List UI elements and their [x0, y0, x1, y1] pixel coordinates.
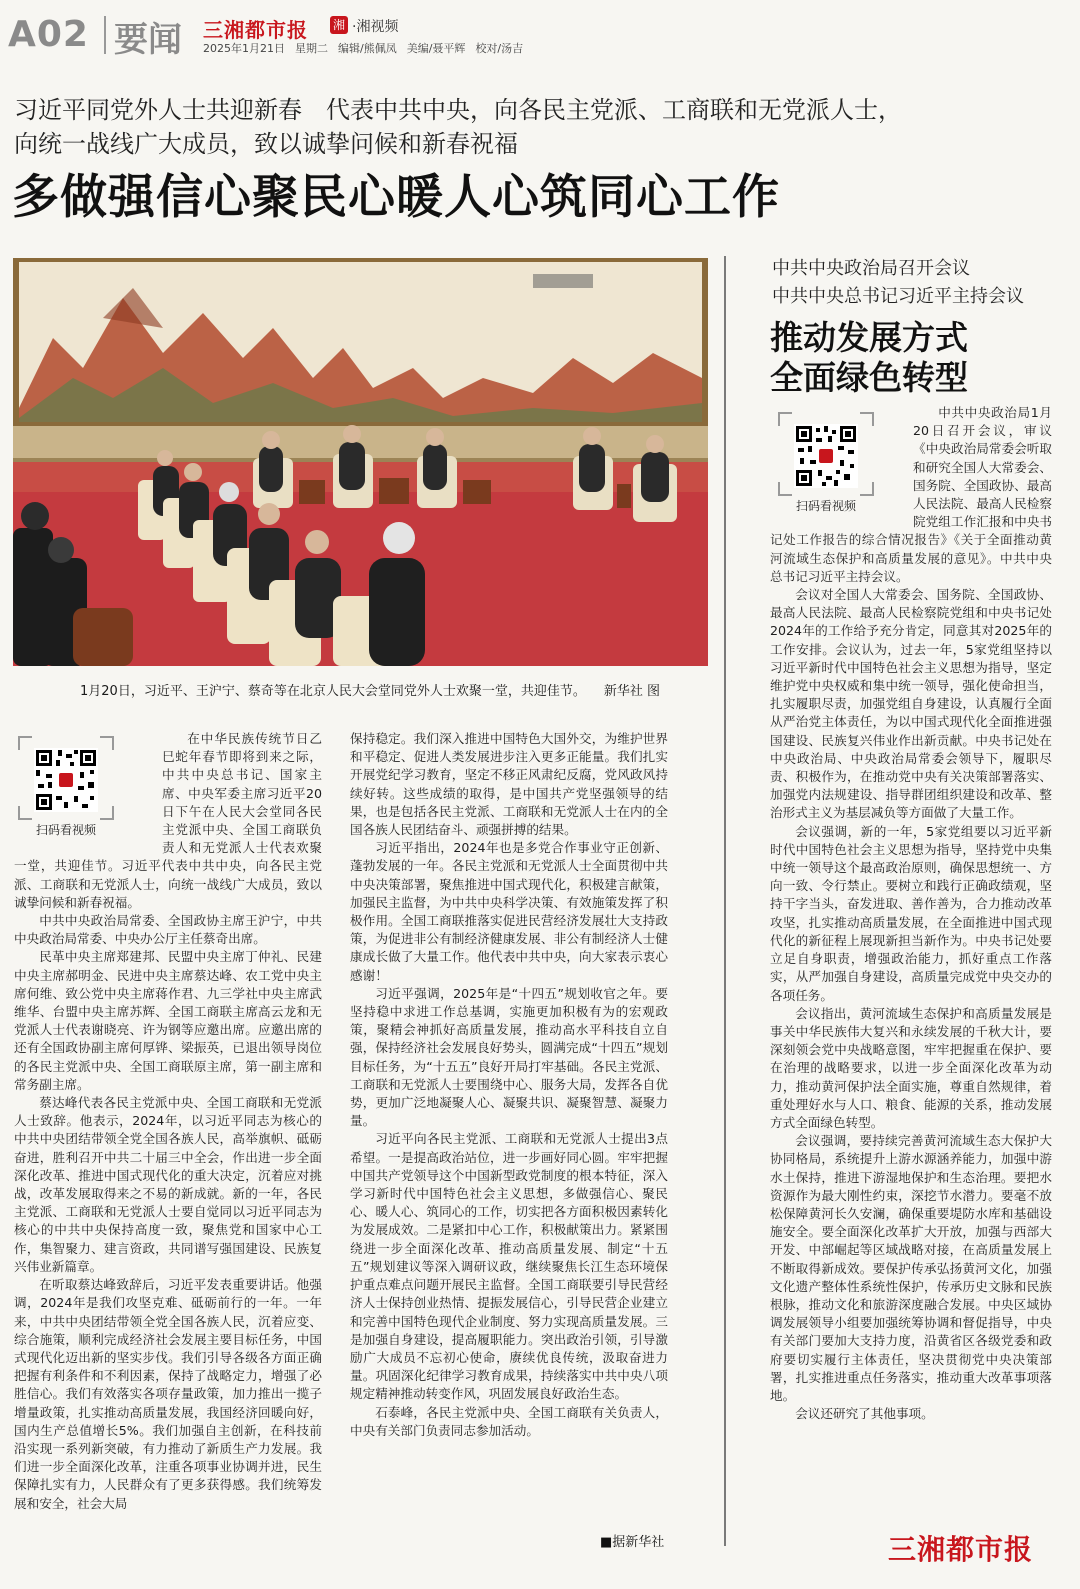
issue-editor: 编辑/熊佩凤 [338, 42, 397, 55]
masthead-divider [104, 16, 106, 54]
paper-logo: 三湘都市报 [203, 18, 308, 42]
side-headline-line2: 全面绿色转型 [770, 358, 968, 397]
column-divider [724, 256, 726, 1546]
qr-label: 扫码看视频 [795, 499, 856, 513]
side-headline-line1: 推动发展方式 [770, 318, 968, 357]
body-paragraph: 习近平向各民主党派、工商联和无党派人士提出3点希望。一是提高政治站位，进一步画好同心圆。牢牢把握中国共产党领导这个中国新型政党制度的根本特征，深入学习新时代中国特色社会主义思想，多做强信心、聚民心、暖人心、筑同心的工作，切实把各方面积极因素转化为发展成效。二是紧扣中心工作，积极献策出力。紧紧围绕进一步全面深化改革、推动高质量发展、制定“十五五”规划建议等深入调研议政，继续聚焦长江生态环境保护重点难点问题开展民主监督。全国工商联要引导民营经济人士保持创业热情、提振发展信心，引导民营企业建立和完善中国特色现代企业制度、努力实现高质量发展。三是加强自身建设，提高履职能力。突出政治引领，引导激励广大成员不忘初心使命，赓续优良传统，汲取奋进力量。巩固深化纪律学习教育成果，持续落实中共中央八项规定精神推动转变作风，巩固发展良好政治生态。 [350, 1131, 668, 1402]
qr-wrap-space [14, 730, 162, 856]
video-label: ·湘视频 [352, 19, 399, 35]
body-paragraph: 会议还研究了其他事项。 [795, 1406, 934, 1422]
footer-logo: 三湘都市报 [888, 1533, 1034, 1566]
issue-proof: 校对/汤吉 [475, 42, 524, 55]
lead-kicker-line2: 向统一战线广大成员，致以诚挚问候和新春祝福 [14, 130, 518, 158]
lead-photo [13, 258, 708, 666]
photo-credit: 新华社 图 [603, 684, 660, 699]
body-paragraph: 在中华民族传统节日乙巳蛇年春节即将到来之际，中共中央总书记、国家主席、中央军委主席习近平20日下午在人民大会堂同各民主党派中央、全国工商联负责人和无党派人士代表欢聚一堂，共迎佳节。习近平代表中共中央，向各民主党派、工商联和无党派人士，向统一战线广大成员，致以诚挚问候和新春祝福。 [14, 731, 322, 910]
lead-body-column1 [14, 730, 322, 1513]
photo-caption [80, 680, 660, 699]
lead-body-column2 [350, 730, 668, 1440]
body-paragraph: 在听取蔡达峰致辞后，习近平发表重要讲话。他强调，2024年是我们攻坚克难、砥砺前行的一年。一年来，中共中央团结带领全党全国各族人民，沉着应变、综合施策，顺利完成经济社会发展主要目标任务，中国式现代化迈出新的坚实步伐。我们引导各级各方面正确把握有利条件和不利因素，保持了战略定力，增强了必胜信心。我们有效落实各项存量政策，加力推出一揽子增量政策，扎实推动高质量发展，我国经济回暖向好，国内生产总值增长5%。我们加强自主创新，在科技前沿实现一系列新突破，有力推动了新质生产力发展。我们进一步全面深化改革，注重各项事业协调并进，民生保障扎实有力，人民群众有了更多获得感。我们统筹发展和安全，社会大局 [14, 1277, 322, 1511]
body-paragraph: 蔡达峰代表各民主党派中央、全国工商联和无党派人士致辞。他表示，2024年，以习近平同志为核心的中共中央团结带领全党全国各族人民，高举旗帜、砥砺奋进，胜利召开中共二十届三中全会，作出进一步全面深化改革、推进中国式现代化的重大决定，沉着应对挑战，改革发展取得来之不易的新成就。新的一年，各民主党派、工商联和无党派人士要自觉同以习近平同志为核心的中共中央保持高度一致，聚焦党和国家中心工作，集智聚力、建言资政，共同谱写强国建设、民族复兴伟业新篇章。 [14, 1095, 322, 1274]
body-paragraph: 会议指出，黄河流域生态保护和高质量发展是事关中华民族伟大复兴和永续发展的千秋大计，要深刻领会党中央战略意图，牢牢把握重在保护、要在治理的战略要求，以进一步全面深化改革为动力，推动黄河保护法全面实施，尊重自然规律，着重处理好水与人口、粮食、能源的关系，推动发展方式全面绿色转型。 [770, 1005, 1052, 1130]
issue-weekday: 星期二 [295, 42, 328, 55]
page-number: A02 [8, 14, 89, 55]
lead-byline: ■据新华社 [600, 1535, 665, 1550]
body-paragraph: 习近平指出，2024年也是多党合作事业守正创新、蓬勃发展的一年。各民主党派和无党派人士全面贯彻中共中央决策部署，聚焦推进中国式现代化，积极建言献策，加强民主监督，为中共中央科学决策、有效施策发挥了积极作用。全国工商联推落实促进民营经济发展壮大支持政策，为促进非公有制经济健康发展、非公有制经济人士健康成长做了大量工作。他代表中共中央，向大家表示衷心感谢！ [350, 840, 668, 983]
lead-kicker-line1: 习近平同党外人士共迎新春 代表中共中央，向各民主党派、工商联和无党派人士， [14, 96, 902, 124]
body-paragraph: 保持稳定。我们深入推进中国特色大国外交，为维护世界和平稳定、促进人类发展进步注入更多正能量。我们扎实开展党纪学习教育，坚定不移正风肃纪反腐，党风政风持续好转。这些成绩的取得，是中国共产党坚强领导的结果，也是包括各民主党派、工商联和无党派人士在内的全国各族人民团结奋斗、顽强拼搏的结果。 [350, 731, 668, 838]
qr-label: 扫码看视频 [35, 823, 96, 837]
body-paragraph: 中共中央政治局常委、全国政协主席王沪宁，中共中央政治局常委、中央办公厅主任蔡奇出席。 [14, 913, 322, 947]
caption-text: 1月20日，习近平、王沪宁、蔡奇等在北京人民大会堂同党外人士欢聚一堂，共迎佳节。 [80, 684, 586, 699]
body-paragraph: 石泰峰，各民主党派中央、全国工商联有关负责人，中央有关部门负责同志参加活动。 [350, 1404, 668, 1438]
video-badge-icon: 湘 [330, 16, 348, 34]
body-paragraph: 会议对全国人大常委会、国务院、全国政协、最高人民法院、最高人民检察院党组和中央书记处2024年的工作给予充分肯定，同意其对2025年的工作安排。会议认为，过去一年，5家党组坚持以习近平新时代中国特色社会主义思想为指导，坚定维护党中央权威和集中统一领导，强化使命担当，扎实履职尽责，加强党组自身建设，认真履行全面从严治党主体责任，为以中国式现代化全面推进强国建设、民族复兴伟业作出新贡献。中央书记处在中央政治局、中央政治局常委会领导下，履职尽责、积极作为，在推动党中央有关决策部署落实、加强党内法规建设、指导群团组织建设和改革、整治形式主义为基层减负等方面做了大量工作。 [770, 587, 1052, 821]
body-paragraph: 中共中央政治局1月20日召开会议，审议《中央政治局常委会听取和研究全国人大常委会、国务院、全国政协、最高人民法院、最高人民检察院党组工作汇报和中央书记处工作报告的综合情况报告》《关于全面推动黄河流域生态保护和高质量发展的意见》。中共中央总书记习近平主持会议。 [770, 405, 1052, 584]
body-paragraph: 习近平强调，2025年是“十四五”规划收官之年。要坚持稳中求进工作总基调，实施更加积极有为的宏观政策，聚精会神抓好高质量发展，推动高水平科技自立自强，保持经济社会发展良好势头，圆满完成“十四五”规划目标任务，为“十五五”良好开局打牢基础。各民主党派、工商联和无党派人士要围绕中心、服务大局，发挥各自优势，更加广泛地凝聚人心、凝聚共识、凝聚智慧、凝聚力量。 [350, 985, 668, 1129]
side-kicker-line2: 中共中央总书记习近平主持会议 [772, 286, 1024, 307]
body-paragraph: 会议强调，新的一年，5家党组要以习近平新时代中国特色社会主义思想为指导，坚持党中央集中统一领导这个最高政治原则，确保思想统一、方向一致、令行禁止。要树立和践行正确政绩观，坚持干字当头，奋发进取、善作善为，合力推动改革攻坚，扎实推动高质量发展，在全面推进中国式现代化的新征程上展现新担当新作为。中央书记处要立足自身职责，增强政治能力，抓好重点工作落实，从严加强自身建设，高质量完成党中央交办的各项任务。 [770, 823, 1052, 1003]
body-paragraph: 民革中央主席郑建邦、民盟中央主席丁仲礼、民建中央主席郝明金、民进中央主席蔡达峰、农工党中央主席何维、致公党中央主席蒋作君、九三学社中央主席武维华、台盟中央主席苏辉、全国工商联主席高云龙和无党派人士代表谢晓亮、许为钢等应邀出席。应邀出席的还有全国政协副主席何厚铧、梁振英，已退出领导岗位的各民主党派中央、全国工商联原主席，第一副主席和常务副主席。 [14, 949, 322, 1092]
issue-designer: 美编/聂平辉 [406, 42, 466, 55]
side-body-column [770, 404, 1052, 1423]
lead-headline: 多做强信心聚民心暖人心筑同心工作 [12, 170, 780, 225]
qr-wrap-space [770, 404, 913, 518]
issue-date: 2025年1月21日 [203, 42, 285, 55]
section-name: 要闻 [114, 20, 182, 60]
issue-info [203, 40, 533, 56]
side-kicker-line1: 中共中央政治局召开会议 [772, 258, 970, 279]
body-paragraph: 会议强调，要持续完善黄河流域生态大保护大协同格局，系统提升上游水源涵养能力，加强中游水土保持，推进下游湿地保护和生态治理。要把水资源作为最大刚性约束，深挖节水潜力。要毫不放松保障黄河长久安澜，确保重要堤防水库和基础设施安全。要全面深化改革扩大开放，加强与西部大开发、中部崛起等区域战略对接，在高质量发展上不断取得新成效。要保护传承弘扬黄河文化，加强文化遗产整体性系统性保护，传承历史文脉和民族根脉，推动文化和旅游深度融合发展。中央区域协调发展领导小组要加强统筹协调和督促指导，中央有关部门要加大支持力度，沿黄省区各级党委和政府要切实履行主体责任，坚决贯彻党中央决策部署，扎实推进重点任务落实，推动重大改革事项落地。 [770, 1133, 1052, 1403]
